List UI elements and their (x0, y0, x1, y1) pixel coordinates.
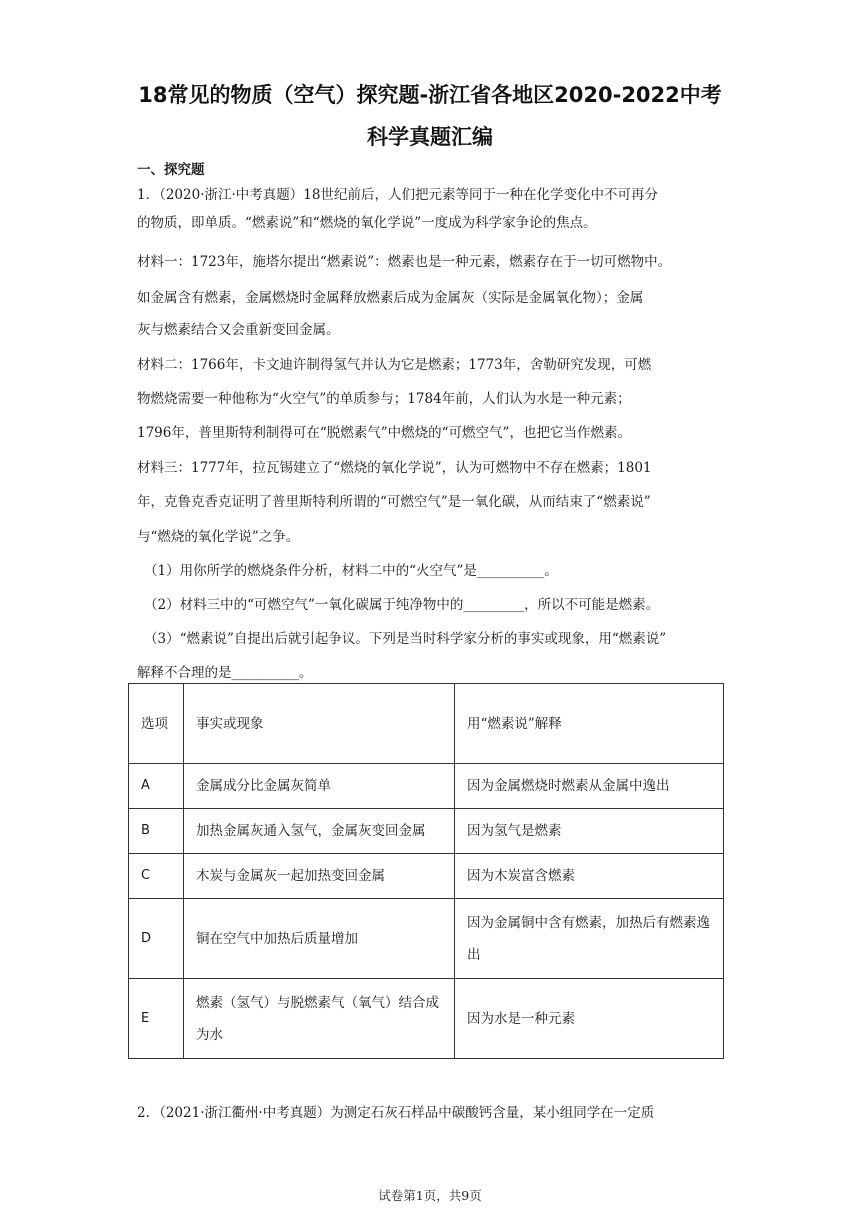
row-explanation: 因为木炭富含燃素 (455, 854, 724, 899)
q1-sub3-line2: 解释不合理的是__________。 (137, 665, 313, 681)
q1-line: 的物质，即单质。“燃素说”和“燃烧的氧化学说”一度成为科学家争论的焦点。 (137, 215, 597, 231)
page-footer: 试卷第1页，共9页 (378, 1188, 482, 1203)
row-fact: 金属成分比金属灰简单 (184, 764, 455, 809)
q1-line: 年，克鲁克香克证明了普里斯特利所谓的“可燃空气”是一氧化碳，从而结束了“燃素说” (137, 494, 651, 510)
q1-sub2: （2）材料三中的“可燃空气”一氧化碳属于纯净物中的_________，所以不可能是燃素。 (144, 597, 660, 613)
table-row (129, 854, 724, 899)
table-row (129, 764, 724, 809)
q1-line: 材料三：1777年，拉瓦锡建立了“燃烧的氧化学说”，认为可燃物中不存在燃素；1801 (137, 460, 652, 476)
header-fact: 事实或现象 (184, 684, 455, 764)
row-explanation: 因为水是一种元素 (455, 979, 724, 1059)
row-fact: 木炭与金属灰一起加热变回金属 (184, 854, 455, 899)
table-row (129, 809, 724, 854)
row-option: C (129, 854, 184, 899)
q1-line: 物燃烧需要一种他称为“火空气”的单质参与；1784年前，人们认为水是一种元素； (137, 391, 631, 407)
q1-line: 材料二：1766年，卡文迪许制得氢气并认为它是燃素；1773年，舍勒研究发现，可燃 (137, 357, 652, 373)
row-explanation: 因为氢气是燃素 (455, 809, 724, 854)
row-fact: 铜在空气中加热后质量增加 (184, 899, 455, 979)
row-option: D (129, 899, 184, 979)
doc-title-line2: 科学真题汇编 (367, 125, 493, 149)
q1-sub1: （1）用你所学的燃烧条件分析，材料二中的“火空气”是__________。 (144, 563, 558, 579)
header-option: 选项 (129, 684, 184, 764)
row-option: E (129, 979, 184, 1059)
table-row (129, 899, 724, 979)
q2-line: 2．（2021·浙江衢州·中考真题）为测定石灰石样品中碳酸钙含量，某小组同学在一定质 (137, 1105, 655, 1121)
row-option: B (129, 809, 184, 854)
q1-line: 1．（2020·浙江·中考真题）18世纪前后，人们把元素等同于一种在化学变化中不可再分 (137, 187, 658, 203)
row-option: A (129, 764, 184, 809)
doc-title-line1: 18常见的物质（空气）探究题-浙江省各地区2020-2022中考 (138, 83, 722, 107)
table-header-row (129, 684, 724, 764)
options-table (128, 683, 724, 1059)
q1-sub3-line1: （3）“燃素说”自提出后就引起争议。下列是当时科学家分析的事实或现象，用“燃素说” (144, 631, 667, 647)
header-explanation: 用“燃素说”解释 (455, 684, 724, 764)
row-explanation: 因为金属铜中含有燃素，加热后有燃素逸出 (455, 899, 724, 979)
q1-line: 材料一：1723年，施塔尔提出“燃素说”：燃素也是一种元素，燃素存在于一切可燃物中。 (137, 254, 672, 270)
q1-line: 如金属含有燃素，金属燃烧时金属释放燃素后成为金属灰（实际是金属氧化物）；金属 (137, 290, 644, 306)
row-explanation: 因为金属燃烧时燃素从金属中逸出 (455, 764, 724, 809)
row-fact: 燃素（氢气）与脱燃素气（氧气）结合成为水 (184, 979, 455, 1059)
q1-line: 与“燃烧的氧化学说”之争。 (137, 529, 300, 545)
row-fact: 加热金属灰通入氢气，金属灰变回金属 (184, 809, 455, 854)
q1-line: 灰与燃素结合又会重新变回金属。 (137, 322, 340, 338)
table-row (129, 979, 724, 1059)
q1-line: 1796年，普里斯特利制得可在“脱燃素气”中燃烧的“可燃空气”，也把它当作燃素。 (137, 425, 631, 441)
section-heading: 一、探究题 (137, 162, 205, 178)
